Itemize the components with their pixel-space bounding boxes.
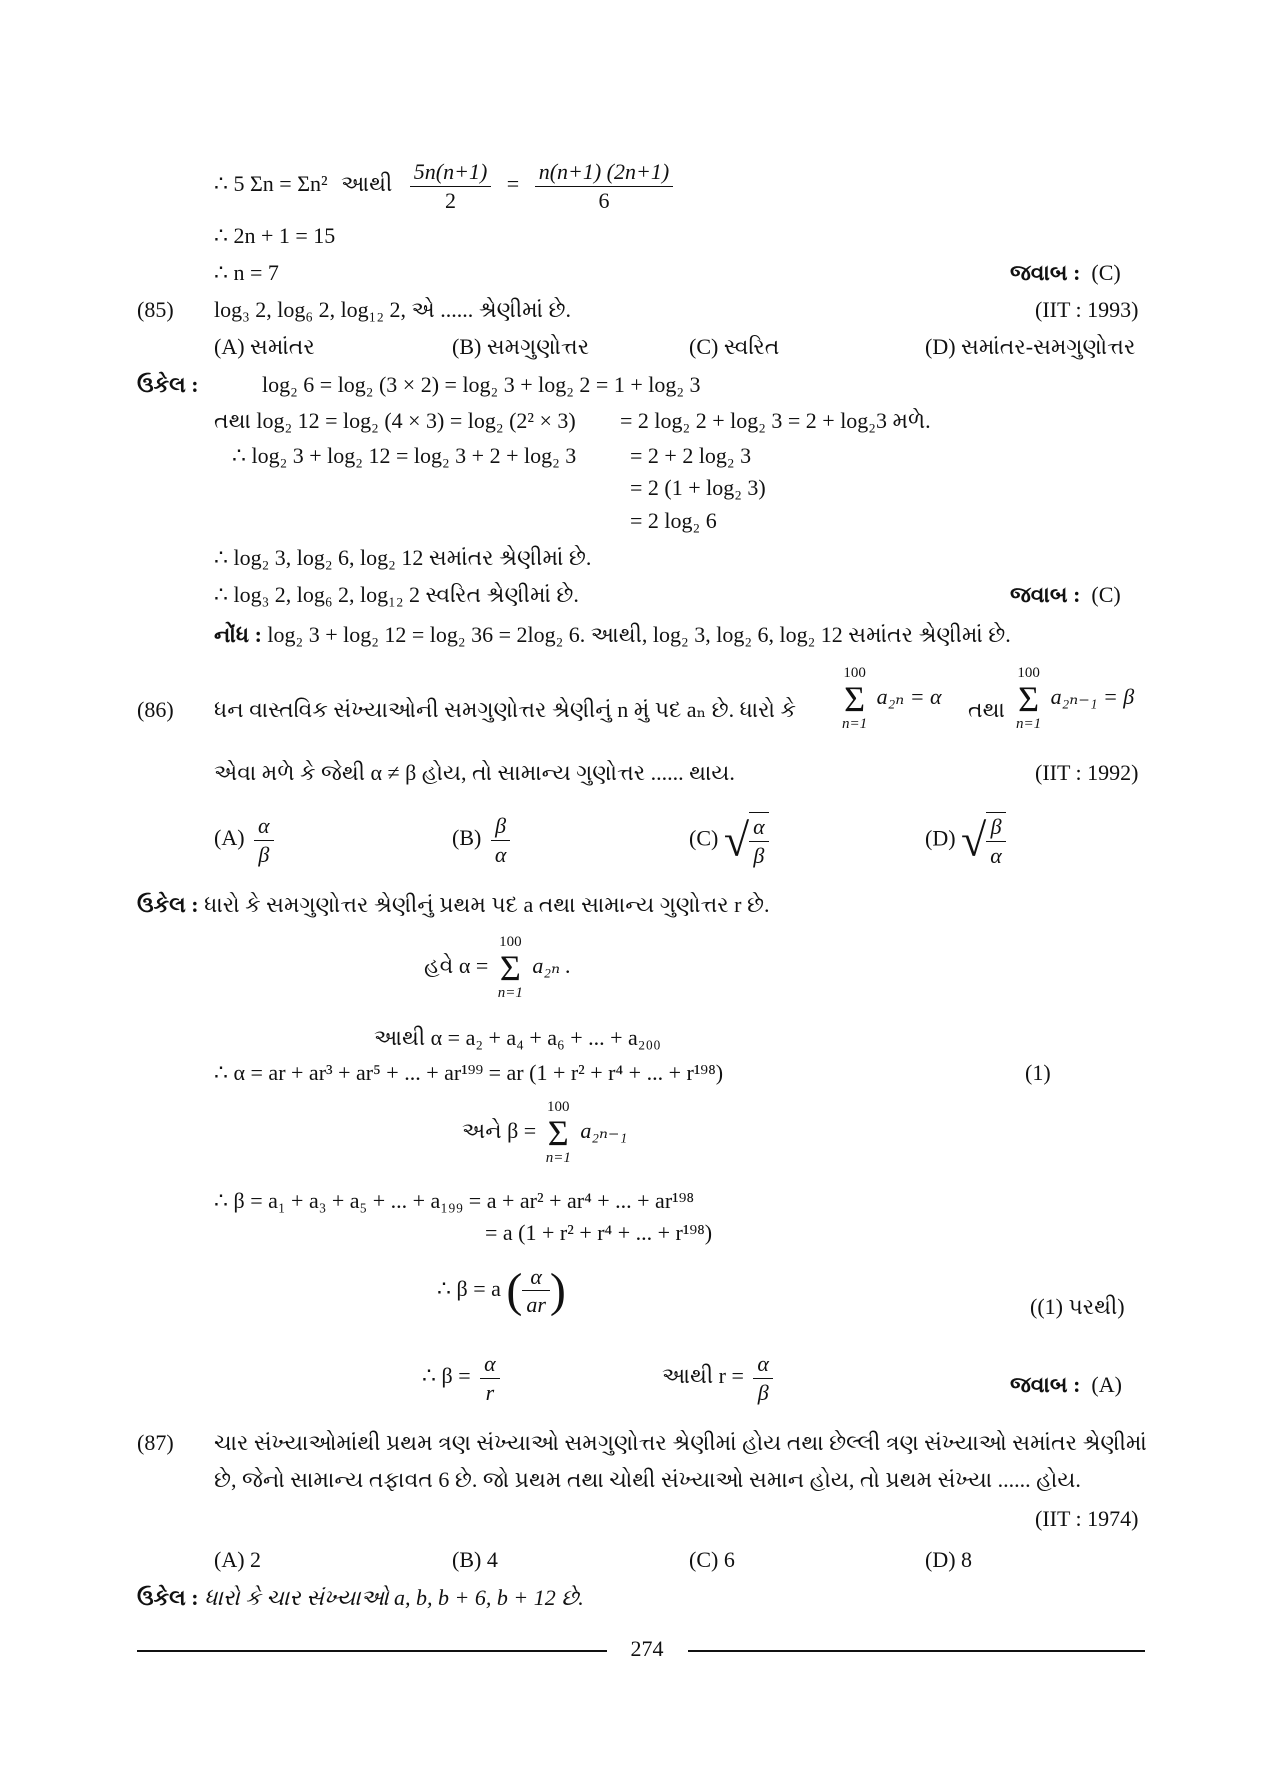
- option: (C) 6: [689, 1547, 735, 1572]
- question-text: છે, જેનો સામાન્ય તફાવત 6 છે. જો પ્રથમ તથા ચોથી સંખ્યાઓ સમાન હોય, તો પ્રથમ સંખ્યા ...... હોય.: [214, 1467, 1081, 1492]
- answer: જવાબ : (C): [1010, 582, 1121, 607]
- sigma-icon: 100 Σ n=1: [545, 1099, 571, 1166]
- eq-line: log₂ 6 = log₂ (3 × 2) = log₂ 3 + log₂ 2 = 1 + log₂ 3: [262, 372, 701, 397]
- answer: જવાબ : (C): [1010, 260, 1121, 285]
- solution-intro: ઉકેલ : ધારો કે સમગુણોત્તર શ્રેણીનું પ્રથમ પદ a તથા સામાન્ય ગુણોત્તર r છે.: [137, 892, 770, 917]
- eq-beta-def: અને β = 100 Σ n=1 a₂ₙ₋₁: [462, 1099, 628, 1166]
- eq-line: = 2 + 2 log₂ 3: [630, 443, 752, 468]
- note: નોંધ : log₂ 3 + log₂ 12 = log₂ 36 = 2log₂ 6. આથી, log₂ 3, log₂ 6, log₂ 12 સમાંતર શ્રેણીમાં છે.: [214, 622, 1011, 647]
- option: (A) 2: [214, 1547, 262, 1572]
- summation-beta: 100 Σ n=1 a₂ₙ₋₁ = β: [1016, 665, 1135, 732]
- page-number: 274: [630, 1636, 664, 1661]
- eq-alpha-def: હવે α = 100 Σ n=1 a₂ₙ .: [424, 934, 571, 1001]
- option: (A) સમાંતર: [214, 334, 315, 359]
- text: તથા: [968, 697, 1005, 722]
- question-number: (86): [137, 697, 174, 722]
- eq-r-result: આથી r = $\frac{\alpha}{\beta}$: [662, 1350, 777, 1406]
- fraction: $\frac{n(n+1) (2n+1)}{6}$: [535, 158, 674, 214]
- eq-beta-final: ∴ β = $\frac{\alpha}{r}$: [422, 1350, 504, 1406]
- reference-tag: ((1) પરથી): [1030, 1294, 1125, 1319]
- footer-rule-left: [137, 1650, 607, 1652]
- eq-beta-ratio: ∴ β = a ( $\frac{\alpha}{ar}$ ): [437, 1263, 566, 1318]
- sqrt-icon: √ $\frac{\beta}{\alpha}$: [961, 812, 1010, 869]
- option: (C) સ્વરિત: [689, 334, 780, 359]
- sigma-icon: 100 Σ n=1: [497, 934, 523, 1001]
- eq-line: આથી α = a₂ + a₄ + a₆ + ... + a₂₀₀: [374, 1025, 661, 1050]
- eq-line: ∴ log₂ 3 + log₂ 12 = log₂ 3 + 2 + log₂ 3: [232, 443, 577, 468]
- option: (B) સમગુણોત્તર: [452, 334, 590, 359]
- answer: જવાબ : (A): [1010, 1372, 1122, 1397]
- eq-line: ∴ β = a₁ + a₃ + a₅ + ... + a₁₉₉ = a + ar² + ar⁴ + ... + ar¹⁹⁸: [214, 1188, 695, 1213]
- option-c: (C) √ $\frac{\alpha}{\beta}$: [689, 812, 773, 869]
- option-a: (A) $\frac{\alpha}{\beta}$: [214, 812, 278, 868]
- source-tag: (IIT : 1974): [1035, 1506, 1139, 1531]
- eq-line: = 2 log₂ 2 + log₂ 3 = 2 + log₂3 મળે.: [620, 408, 931, 433]
- eq-line: ∴ log₂ 3, log₂ 6, log₂ 12 સમાંતર શ્રેણીમાં છે.: [214, 545, 592, 570]
- eq-line: ∴ n = 7: [214, 260, 279, 285]
- eq-line: = 2 (1 + log₂ 3): [630, 475, 766, 500]
- solution-label: ઉકેલ :: [137, 372, 199, 397]
- footer-rule-right: [688, 1650, 1145, 1652]
- question-text: એવા મળે કે જેથી α ≠ β હોય, તો સામાન્ય ગુણોત્તર ...... થાય.: [214, 760, 735, 785]
- eq-line: = a (1 + r² + r⁴ + ... + r¹⁹⁸): [485, 1220, 713, 1245]
- sqrt-icon: √ $\frac{\alpha}{\beta}$: [724, 812, 773, 869]
- summation-alpha: 100 Σ n=1 a₂ₙ = α: [842, 665, 942, 732]
- eq-line: ∴ α = ar + ar³ + ar⁵ + ... + ar¹⁹⁹ = ar (1 + r² + r⁴ + ... + r¹⁹⁸): [214, 1060, 724, 1085]
- option-d: (D) √ $\frac{\beta}{\alpha}$: [925, 812, 1010, 869]
- sigma-icon: 100 Σ n=1: [1016, 665, 1042, 732]
- option: (D) સમાંતર-સમગુણોત્તર: [925, 334, 1136, 359]
- question-text: ધન વાસ્તવિક સંખ્યાઓની સમગુણોત્તર શ્રેણીનું n મું પદ aₙ છે. ધારો કે: [214, 697, 797, 722]
- eq-sum-relation: ∴ 5 Σn = Σn² આથી $\frac{5n(n+1)}{2}$ = $\frac{n(n+1) (2n+1)}{6}$: [214, 158, 677, 214]
- source-tag: (IIT : 1993): [1035, 297, 1139, 322]
- source-tag: (IIT : 1992): [1035, 760, 1139, 785]
- question-number: (87): [137, 1430, 174, 1455]
- solution-intro: ઉકેલ : ધારો કે ચાર સંખ્યાઓ a, b, b + 6, b + 12 છે.: [137, 1585, 584, 1610]
- question-text: log₃ 2, log₆ 2, log₁₂ 2, એ ...... શ્રેણીમાં છે.: [214, 297, 572, 322]
- eq-line: ∴ log₃ 2, log₆ 2, log₁₂ 2 સ્વરિત શ્રેણીમાં છે.: [214, 582, 579, 607]
- eq-line: તથા log₂ 12 = log₂ (4 × 3) = log₂ (2² × 3): [214, 408, 576, 433]
- option-b: (B) $\frac{\beta}{\alpha}$: [452, 812, 514, 868]
- eq-line: = 2 log₂ 6: [630, 508, 717, 533]
- eq-line: ∴ 2n + 1 = 15: [214, 223, 336, 248]
- question-text: ચાર સંખ્યાઓમાંથી પ્રથમ ત્રણ સંખ્યાઓ સમગુણોત્તર શ્રેણીમાં હોય તથા છેલ્લી ત્રણ સંખ્યાઓ સમાંતર શ્રેણીમાં: [214, 1430, 1147, 1455]
- equation-tag: (1): [1025, 1060, 1051, 1085]
- option: (D) 8: [925, 1547, 973, 1572]
- question-number: (85): [137, 297, 174, 322]
- option: (B) 4: [452, 1547, 498, 1572]
- fraction: $\frac{5n(n+1)}{2}$: [410, 158, 492, 214]
- sigma-icon: 100 Σ n=1: [842, 665, 868, 732]
